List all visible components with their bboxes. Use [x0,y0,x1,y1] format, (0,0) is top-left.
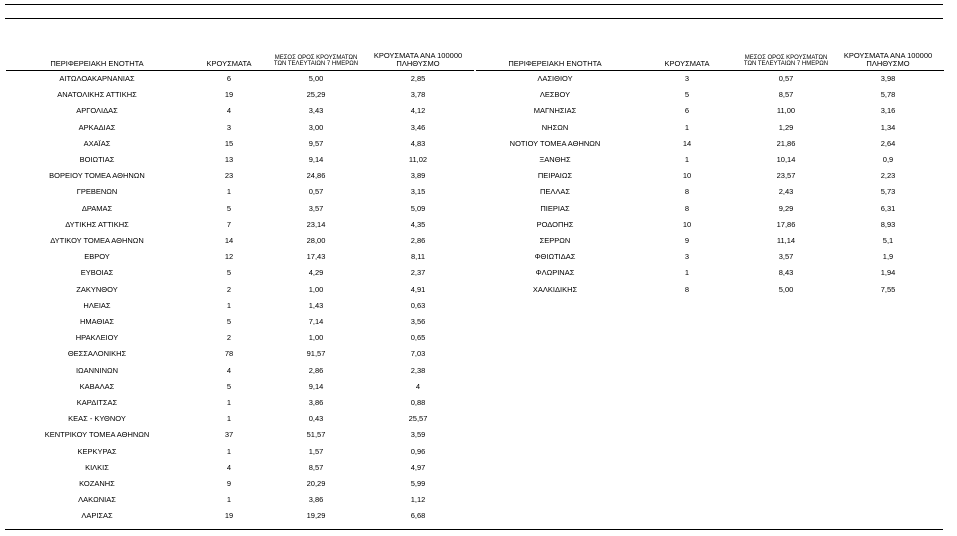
cell-cases: 15 [224,138,234,148]
cell-cases: 5 [226,317,232,327]
column-header-avg7: ΜΕΣΟΣ ΟΡΟΣ ΚΡΟΥΣΜΑΤΩΝ ΤΩΝ ΤΕΛΕΥΤΑΙΩΝ 7 ΗΜΕΡΩΝ [270,50,362,71]
cell-avg7: 25,29 [306,90,326,100]
cell-per100k: 0,9 [882,155,894,165]
cell-avg7: 1,00 [308,333,324,343]
cell-region: ΙΩΑΝΝΙΝΩΝ [75,365,119,375]
cell-region: ΦΘΙΩΤΙΔΑΣ [534,252,576,262]
cell-cases: 2 [226,284,232,294]
cell-avg7: 3,57 [308,203,324,213]
column-header-cases: ΚΡΟΥΣΜΑΤΑ [188,50,270,71]
cell-region: ΕΥΒΟΙΑΣ [80,268,114,278]
table-row [6,314,474,330]
cell-region: ΠΕΛΛΑΣ [539,187,571,197]
table-row [476,103,944,119]
cell-cases: 23 [224,171,234,181]
cell-region: ΗΛΕΙΑΣ [83,300,111,310]
cell-cases: 5 [226,203,232,213]
cell-cases: 1 [684,155,690,165]
cell-cases: 78 [224,349,234,359]
cell-cases: 9 [226,479,232,489]
right-cases-table [476,50,944,298]
cell-avg7: 1,57 [308,446,324,456]
table-row [476,71,944,88]
table-row [476,168,944,184]
table-header-row [6,50,474,71]
cell-cases: 10 [682,171,692,181]
cell-per100k: 2,23 [880,171,896,181]
cell-avg7: 5,00 [778,284,794,294]
cell-region: ΝΗΣΩΝ [541,122,569,132]
cell-region: ΝΟΤΙΟΥ ΤΟΜΕΑ ΑΘΗΝΩΝ [509,138,601,148]
cell-per100k: 0,88 [410,398,426,408]
cell-region: ΗΡΑΚΛΕΙΟΥ [75,333,119,343]
table-row [6,460,474,476]
cell-per100k: 3,78 [410,90,426,100]
table-row [6,411,474,427]
table-row [476,152,944,168]
cell-cases: 13 [224,155,234,165]
column-header-cases: ΚΡΟΥΣΜΑΤΑ [634,50,740,71]
table-row [6,508,474,524]
cell-region: ΡΟΔΟΠΗΣ [536,219,574,229]
table-row [6,136,474,152]
cell-cases: 10 [682,219,692,229]
cell-avg7: 21,86 [776,138,796,148]
cell-per100k: 5,09 [410,203,426,213]
cell-per100k: 5,1 [882,236,894,246]
cell-avg7: 2,86 [308,365,324,375]
cell-per100k: 0,63 [410,300,426,310]
header-rule [5,18,943,19]
cell-per100k: 2,85 [410,74,426,83]
cell-per100k: 7,55 [880,284,896,294]
cell-cases: 2 [226,333,232,343]
cell-per100k: 2,38 [410,365,426,375]
cell-avg7: 8,43 [778,268,794,278]
cell-region: ΣΕΡΡΩΝ [539,236,571,246]
cell-avg7: 19,29 [306,511,326,521]
table-row [476,120,944,136]
table-row [6,363,474,379]
cell-cases: 3 [684,74,690,83]
table-row [6,152,474,168]
cell-per100k: 1,9 [882,252,894,262]
cell-per100k: 1,34 [880,122,896,132]
cell-cases: 9 [684,236,690,246]
cell-region: ΒΟΙΩΤΙΑΣ [79,155,115,165]
cell-region: ΧΑΛΚΙΔΙΚΗΣ [532,284,578,294]
cell-region: ΓΡΕΒΕΝΩΝ [76,187,118,197]
cell-avg7: 17,43 [306,252,326,262]
table-row [6,71,474,88]
cell-region: ΔΥΤΙΚΟΥ ΤΟΜΕΑ ΑΘΗΝΩΝ [50,236,144,246]
table-row [6,184,474,200]
cell-avg7: 7,14 [308,317,324,327]
cell-region: ΛΑΡΙΣΑΣ [81,511,113,521]
column-header-per100k: ΚΡΟΥΣΜΑΤΑ ΑΝΑ 100000 ΠΛΗΘΥΣΜΟ [832,50,944,71]
cell-cases: 4 [226,106,232,116]
cell-avg7: 0,43 [308,414,324,424]
cell-avg7: 0,57 [778,74,794,83]
cell-per100k: 7,03 [410,349,426,359]
cell-per100k: 4 [415,381,421,391]
cell-per100k: 2,86 [410,236,426,246]
cell-per100k: 8,11 [410,252,426,262]
cell-avg7: 28,00 [306,236,326,246]
cell-region: ΠΙΕΡΙΑΣ [540,203,570,213]
cell-avg7: 20,29 [306,479,326,489]
column-header-per100k: ΚΡΟΥΣΜΑΤΑ ΑΝΑ 100000 ΠΛΗΘΥΣΜΟ [362,50,474,71]
table-row [6,379,474,395]
cell-region: ΑΙΤΩΛΟΑΚΑΡΝΑΝΙΑΣ [59,74,135,83]
cell-avg7: 5,00 [308,74,324,83]
cell-avg7: 91,57 [306,349,326,359]
cell-avg7: 10,14 [776,155,796,165]
cell-region: ΚΕΡΚΥΡΑΣ [77,446,117,456]
table-row [6,282,474,298]
cell-avg7: 51,57 [306,430,326,440]
table-header-row [476,50,944,71]
table-row [476,184,944,200]
cell-per100k: 5,73 [880,187,896,197]
column-header-region: ΠΕΡΙΦΕΡΕΙΑΚΗ ΕΝΟΤΗΤΑ [6,50,188,71]
cell-avg7: 1,29 [778,122,794,132]
cell-cases: 5 [226,381,232,391]
column-header-region: ΠΕΡΙΦΕΡΕΙΑΚΗ ΕΝΟΤΗΤΑ [476,50,634,71]
cell-per100k: 2,64 [880,138,896,148]
cell-cases: 5 [226,268,232,278]
cell-region: ΠΕΙΡΑΙΩΣ [537,171,573,181]
table-row [476,265,944,281]
cell-cases: 3 [684,252,690,262]
cell-cases: 14 [682,138,692,148]
cell-avg7: 11,00 [776,106,796,116]
cell-cases: 8 [684,203,690,213]
cell-region: ΔΡΑΜΑΣ [81,203,113,213]
cell-per100k: 4,97 [410,462,426,472]
cell-avg7: 3,57 [778,252,794,262]
cell-avg7: 8,57 [308,462,324,472]
cell-region: ΔΥΤΙΚΗΣ ΑΤΤΙΚΗΣ [65,219,129,229]
cell-per100k: 6,68 [410,511,426,521]
cell-cases: 1 [226,446,232,456]
cell-avg7: 3,86 [308,495,324,505]
cell-region: ΦΛΩΡΙΝΑΣ [535,268,575,278]
cell-avg7: 9,14 [308,155,324,165]
cell-region: ΜΑΓΝΗΣΙΑΣ [533,106,577,116]
table-row [6,201,474,217]
cell-cases: 8 [684,187,690,197]
cell-region: ΘΕΣΣΑΛΟΝΙΚΗΣ [67,349,127,359]
cell-per100k: 5,99 [410,479,426,489]
cell-cases: 1 [226,398,232,408]
cell-per100k: 0,96 [410,446,426,456]
cell-per100k: 25,57 [408,414,428,424]
column-header-avg7: ΜΕΣΟΣ ΟΡΟΣ ΚΡΟΥΣΜΑΤΩΝ ΤΩΝ ΤΕΛΕΥΤΑΙΩΝ 7 ΗΜΕΡΩΝ [740,50,832,71]
table-row [476,217,944,233]
cell-cases: 14 [224,236,234,246]
table-row [476,282,944,298]
cell-cases: 4 [226,462,232,472]
cell-avg7: 0,57 [308,187,324,197]
table-row [476,201,944,217]
cell-region: ΚΙΛΚΙΣ [85,462,109,472]
cell-avg7: 8,57 [778,90,794,100]
table-row [6,346,474,362]
cell-per100k: 6,31 [880,203,896,213]
cell-cases: 37 [224,430,234,440]
cell-avg7: 4,29 [308,268,324,278]
cell-per100k: 3,98 [880,74,896,83]
cell-cases: 4 [226,365,232,375]
cell-cases: 1 [226,300,232,310]
cell-cases: 1 [226,414,232,424]
table-row [476,233,944,249]
cell-region: ΛΕΣΒΟΥ [539,90,571,100]
cell-avg7: 2,43 [778,187,794,197]
cell-region: ΛΑΣΙΘΙΟΥ [537,74,573,83]
cell-cases: 7 [226,219,232,229]
cell-avg7: 9,57 [308,138,324,148]
table-row [6,427,474,443]
cell-cases: 1 [684,122,690,132]
cell-per100k: 3,59 [410,430,426,440]
cell-per100k: 8,93 [880,219,896,229]
cell-cases: 8 [684,284,690,294]
cell-avg7: 9,29 [778,203,794,213]
cell-per100k: 0,65 [410,333,426,343]
cell-per100k: 4,12 [410,106,426,116]
cell-region: ΑΡΓΟΛΙΔΑΣ [76,106,118,116]
cell-cases: 6 [226,74,232,83]
table-row [476,87,944,103]
cell-region: ΚΟΖΑΝΗΣ [79,479,115,489]
cell-region: ΕΒΡΟΥ [84,252,110,262]
cell-avg7: 11,14 [776,236,796,246]
cell-per100k: 4,83 [410,138,426,148]
table-row [6,330,474,346]
cell-cases: 6 [684,106,690,116]
table-row [6,168,474,184]
cell-avg7: 3,43 [308,106,324,116]
cell-per100k: 11,02 [408,155,428,165]
cell-region: ΚΑΡΔΙΤΣΑΣ [76,398,118,408]
cell-per100k: 1,12 [410,495,426,505]
cell-per100k: 3,15 [410,187,426,197]
cell-avg7: 9,14 [308,381,324,391]
cell-region: ΛΑΚΩΝΙΑΣ [78,495,116,505]
right-table-body [476,71,944,298]
cell-region: ΑΧΑΪΑΣ [83,138,111,148]
table-row [6,298,474,314]
cell-region: ΞΑΝΘΗΣ [539,155,571,165]
table-row [6,476,474,492]
table-row [6,217,474,233]
cell-region: ΒΟΡΕΙΟΥ ΤΟΜΕΑ ΑΘΗΝΩΝ [49,171,145,181]
table-row [6,395,474,411]
cell-avg7: 3,00 [308,122,324,132]
cell-per100k: 4,35 [410,219,426,229]
cell-per100k: 3,56 [410,317,426,327]
cell-region: ΚΕΑΣ - ΚΥΘΝΟΥ [68,414,126,424]
top-rule [5,4,943,5]
cell-cases: 1 [684,268,690,278]
cell-region: ΑΡΚΑΔΙΑΣ [78,122,116,132]
cell-per100k: 3,89 [410,171,426,181]
cell-cases: 5 [684,90,690,100]
table-row [476,136,944,152]
cell-avg7: 23,57 [776,171,796,181]
left-table-body [6,71,474,525]
cell-per100k: 1,94 [880,268,896,278]
cell-region: ΖΑΚΥΝΘΟΥ [76,284,118,294]
cell-cases: 1 [226,187,232,197]
table-row [6,233,474,249]
table-row [6,492,474,508]
cell-avg7: 3,86 [308,398,324,408]
table-row [6,249,474,265]
bottom-rule [5,529,943,530]
cell-avg7: 23,14 [306,219,326,229]
cell-per100k: 3,46 [410,122,426,132]
cell-cases: 19 [224,90,234,100]
table-row [6,265,474,281]
cell-avg7: 17,86 [776,219,796,229]
cell-cases: 12 [224,252,234,262]
cell-cases: 3 [226,122,232,132]
table-row [6,87,474,103]
cell-region: ΚΑΒΑΛΑΣ [79,381,115,391]
cell-cases: 1 [226,495,232,505]
cell-per100k: 3,16 [880,106,896,116]
cell-per100k: 5,78 [880,90,896,100]
cell-avg7: 24,86 [306,171,326,181]
cell-region: ΚΕΝΤΡΙΚΟΥ ΤΟΜΕΑ ΑΘΗΝΩΝ [44,430,150,440]
table-row [6,120,474,136]
cell-region: ΑΝΑΤΟΛΙΚΗΣ ΑΤΤΙΚΗΣ [57,90,137,100]
table-row [6,444,474,460]
cell-avg7: 1,00 [308,284,324,294]
table-row [476,249,944,265]
cell-cases: 19 [224,511,234,521]
cell-per100k: 4,91 [410,284,426,294]
cell-region: ΗΜΑΘΙΑΣ [79,317,115,327]
cell-per100k: 2,37 [410,268,426,278]
left-cases-table [6,50,474,525]
cell-avg7: 1,43 [308,300,324,310]
table-row [6,103,474,119]
